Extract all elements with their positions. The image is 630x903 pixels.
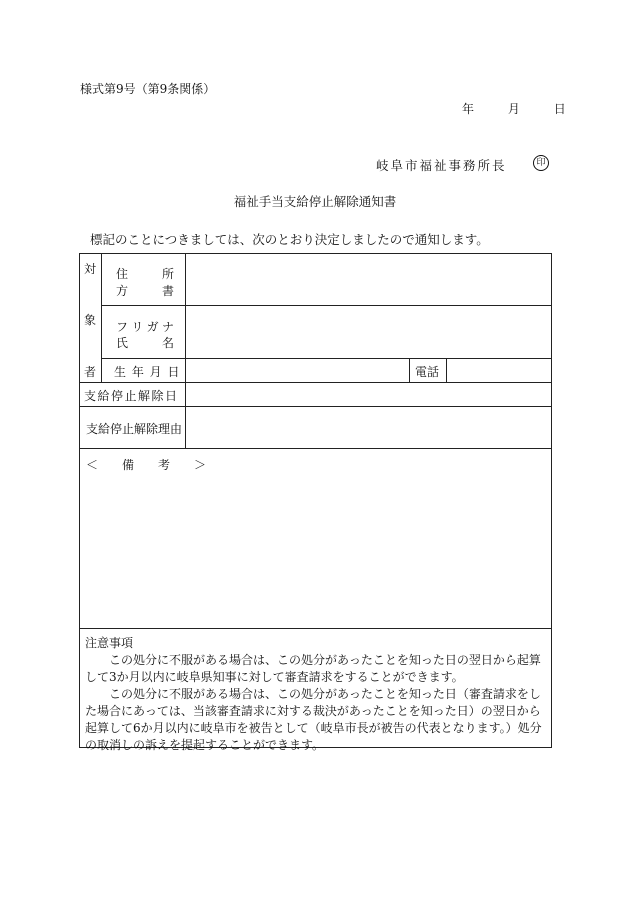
notes-heading: 注意事項 [85, 636, 134, 650]
date-line [462, 100, 566, 117]
date-day-label: 日 [553, 102, 566, 116]
birthdate-label: 生 年 月 日 [114, 365, 181, 379]
phone-label: 電話 [415, 365, 440, 379]
notes-paragraph-1: この処分に不服がある場合は、この処分があったことを知った日の翌日から起算して3か月以内に岐阜県知事に対して審査請求をすることができます。 [85, 653, 541, 684]
issuer-name: 岐阜市福祉事務所長 [376, 158, 507, 173]
notes-paragraph-2: この処分に不服がある場合は、この処分があったことを知った日（審査請求をした場合にあっては、当該審査請求に対する裁決があったことを知った日）の翌日から起算して6か月以内に岐阜市を被告として（岐阜市長が被告の代表となります。）処分の取消しの訴えを提起することができます。 [85, 687, 542, 752]
subject-label-char-1: 対 [84, 262, 97, 276]
form-number: 様式第9号（第9条関係） [80, 82, 216, 96]
notes-section [80, 635, 550, 754]
seal-mark: 印 [533, 155, 549, 171]
subject-label-char-2: 象 [84, 313, 97, 327]
date-month-label: 月 [507, 102, 520, 116]
address-label: 住 所 [116, 267, 174, 281]
remarks-label: ＜ 備 考 ＞ [86, 458, 207, 472]
subject-label-char-3: 者 [84, 365, 97, 379]
resume-reason-label: 支給停止解除理由 [86, 422, 183, 436]
date-year-label: 年 [462, 102, 475, 116]
furigana-label: フ リ ガ ナ [116, 320, 174, 334]
document-title: 福祉手当支給停止解除通知書 [233, 194, 397, 209]
name-label: 氏 名 [116, 336, 174, 350]
resume-date-label: 支給停止解除日 [84, 389, 179, 403]
intro-text: 標記のことにつきましては、次のとおり決定しましたので通知します。 [90, 232, 489, 247]
address-note-label: 方 書 [116, 284, 174, 298]
